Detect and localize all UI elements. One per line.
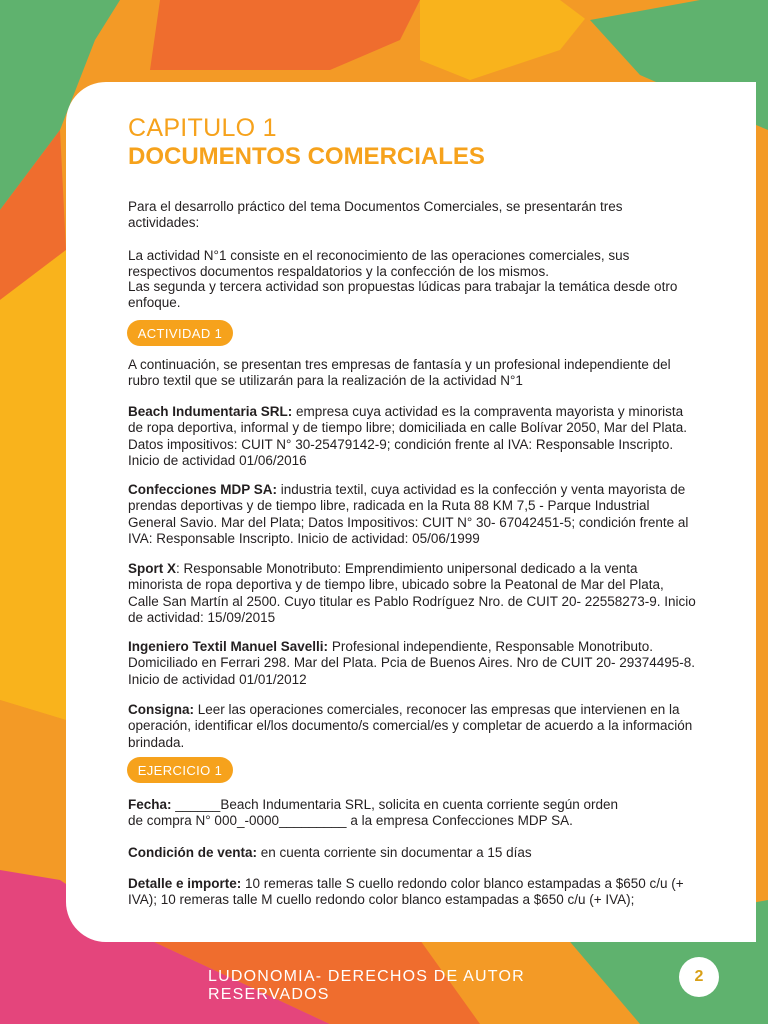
consigna-label: Consigna: — [128, 702, 194, 717]
condicion-label: Condición de venta: — [128, 845, 258, 860]
footer-copyright: LUDONOMIA- DERECHOS DE AUTOR RESERVADOS — [208, 968, 525, 1003]
exercise-detalle — [128, 876, 696, 909]
consigna-paragraph — [128, 702, 696, 751]
company-beach — [128, 404, 696, 470]
exercise-fecha — [128, 797, 696, 830]
company-description: : Responsable Monotributo: Emprendimiento unipersonal dedicado a la venta minorista de ropa deportiva y de tiempo libre, ubicado sobre la Peatonal de Mar del Plata, Calle San Martín al 2500. Cuyo titular es Pablo Rodríguez Nro. de CUIT 20- 22558273-9. Inicio de actividad: 15/09/2015 — [128, 561, 696, 626]
company-description: Profesional independiente, Responsable Monotributo. Domiciliado en Ferrari 298. Mar del Plata. Pcia de Buenos Aires. Nro de CUIT 20- 29374495-8. Inicio de actividad 01/01/2012 — [128, 639, 696, 687]
page-number: 2 — [679, 957, 719, 997]
intro-paragraph-1: Para el desarrollo práctico del tema Documentos Comerciales, se presentarán tres actividades: — [128, 199, 623, 231]
exercise-condicion — [128, 845, 696, 861]
fecha-text-2: de compra N° 000_-0000_________ a la empresa Confecciones MDP SA. — [128, 813, 573, 829]
chapter-heading: CAPITULO 1 — [128, 114, 277, 142]
company-description: empresa cuya actividad es la compraventa mayorista y minorista de ropa deportiva, informal y de tiempo libre; domiciliada en calle Bolívar 2050, Mar del Plata. Datos impositivos: CUIT N° 30-25479142-9; condición frente al IVA: Responsable Inscripto. Inicio de actividad 01/06/2016 — [128, 404, 688, 469]
company-name: Confecciones MDP SA: — [128, 482, 278, 497]
page-title: DOCUMENTOS COMERCIALES — [128, 143, 485, 170]
company-confecciones — [128, 482, 696, 548]
fecha-label: Fecha: — [128, 797, 172, 812]
exercise-badge: EJERCICIO 1 — [127, 757, 233, 783]
company-sportx — [128, 561, 696, 627]
intro-paragraph-2: La actividad N°1 consiste en el reconocimiento de las operaciones comerciales, sus respectivos documentos respaldatorios y la confección de los mismos. — [128, 248, 630, 280]
company-name: Beach Indumentaria SRL: — [128, 404, 293, 419]
activity-badge: ACTIVIDAD 1 — [127, 320, 233, 346]
company-savelli — [128, 639, 696, 688]
activity-intro: A continuación, se presentan tres empresas de fantasía y un profesional independiente del rubro textil que se utilizarán para la realización de la actividad N°1 — [128, 357, 671, 389]
company-description: industria textil, cuya actividad es la confección y venta mayorista de prendas deportivas y de tiempo libre, radicada en la Ruta 88 KM 7,5 - Parque Industrial General Savio. Mar del Plata; Datos Impositivos: CUIT N° 30- 67042451-5; condición frente al IVA: Responsable Inscripto. Inicio de actividad: 05/06/1999 — [128, 482, 689, 547]
company-name: Sport X — [128, 561, 177, 576]
detalle-label: Detalle e importe: — [128, 876, 242, 891]
consigna-text: Leer las operaciones comerciales, reconocer las empresas que intervienen en la operación, identificar el/los documento/s comercial/es y completar de acuerdo a la información brindada. — [128, 702, 693, 750]
company-name: Ingeniero Textil Manuel Savelli: — [128, 639, 329, 654]
intro-paragraph-3: Las segunda y tercera actividad son propuestas lúdicas para trabajar la temática desde otro enfoque. — [128, 279, 678, 311]
fecha-text: ______Beach Indumentaria SRL, solicita en cuenta corriente según orden — [171, 797, 619, 812]
condicion-text: en cuenta corriente sin documentar a 15 días — [257, 845, 532, 860]
detalle-text: 10 remeras talle S cuello redondo color blanco estampadas a $650 c/u (+ IVA); 10 remeras talle M cuello redondo color blanco estampadas a $650 c/u (+ IVA); — [128, 876, 684, 908]
